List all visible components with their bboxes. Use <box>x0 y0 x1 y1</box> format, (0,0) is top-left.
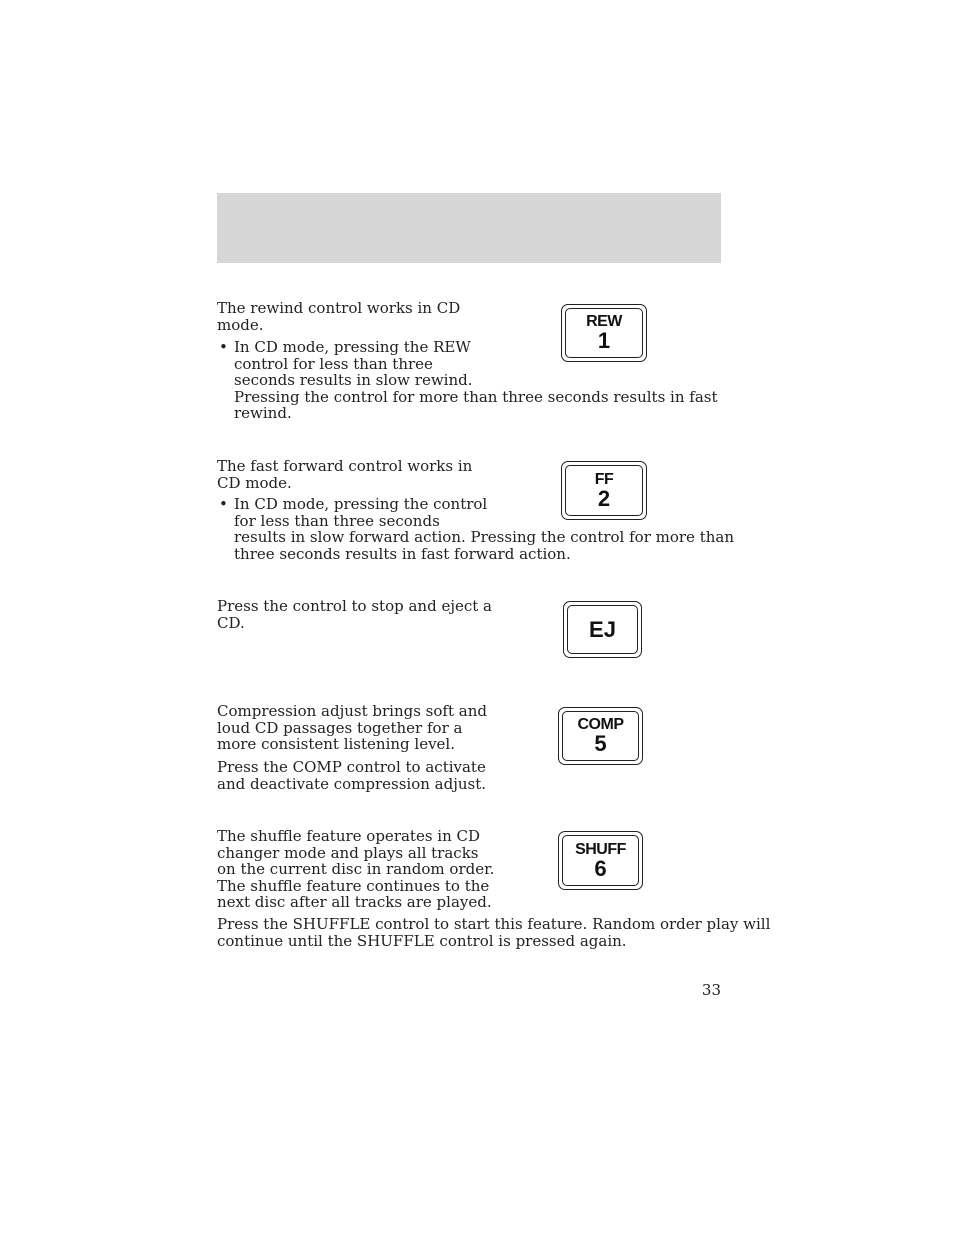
comp-button-icon <box>558 707 643 765</box>
comp-intro <box>217 703 487 753</box>
button-number: 6 <box>594 855 607 881</box>
text-line: on the current disc in random order. <box>217 860 495 878</box>
text-line: mode. <box>217 315 264 334</box>
shuffle-button-icon <box>558 831 643 890</box>
text-line: Press the COMP control to activate <box>217 758 486 776</box>
text-line: changer mode and plays all tracks <box>217 843 479 862</box>
bullet-icon: • <box>219 338 228 356</box>
ff-bullet <box>234 496 734 562</box>
button-number: 2 <box>597 485 611 511</box>
text-line: three seconds results in fast forward action. <box>234 544 571 563</box>
text-line: The shuffle feature operates in CD <box>217 827 481 845</box>
text-line: continue until the SHUFFLE control is pressed again. <box>217 931 627 950</box>
text-line: next disc after all tracks are played. <box>217 893 492 911</box>
text-line: Press the SHUFFLE control to start this feature. Random order play will <box>217 915 771 933</box>
text-line: control for less than three <box>234 354 433 373</box>
comp-instructions <box>217 759 486 792</box>
text-line: more consistent listening level. <box>217 735 455 753</box>
text-line: and deactivate compression adjust. <box>217 774 487 793</box>
shuffle-intro <box>217 828 494 911</box>
button-number: 5 <box>594 731 607 756</box>
bullet-icon: • <box>219 495 228 513</box>
rew-intro <box>217 300 460 333</box>
shuffle-instructions <box>217 916 770 949</box>
text-line: CD. <box>217 613 245 632</box>
header-band <box>217 193 721 263</box>
text-line: In CD mode, pressing the REW <box>234 338 471 356</box>
text-line: for less than three seconds <box>234 511 440 530</box>
button-label: REW <box>586 313 622 330</box>
text-line: The shuffle feature continues to the <box>217 876 490 895</box>
ej-intro <box>217 598 492 631</box>
eject-button-icon <box>563 601 642 658</box>
text-line: In CD mode, pressing the control <box>234 495 488 513</box>
ff-button-icon <box>561 461 647 520</box>
button-number: 1 <box>597 328 611 353</box>
text-line: Press the control to stop and eject a <box>217 597 492 615</box>
button-label: COMP <box>577 716 624 733</box>
text-line: CD mode. <box>217 473 292 492</box>
text-line: Compression adjust brings soft and <box>217 702 487 720</box>
rew-button-icon <box>561 304 647 362</box>
text-line: loud CD passages together for a <box>217 718 463 737</box>
button-label: FF <box>594 470 614 488</box>
page-number: 33 <box>701 981 721 999</box>
text-line: seconds results in slow rewind. <box>234 371 473 389</box>
text-line: The rewind control works in CD <box>217 299 461 317</box>
ff-intro <box>217 458 472 491</box>
text-line: results in slow forward action. Pressing the control for more than <box>234 528 734 546</box>
text-line: Pressing the control for more than three seconds results in fast <box>234 387 718 406</box>
text-line: rewind. <box>234 404 292 422</box>
button-label: SHUFF <box>575 840 626 858</box>
text-line: The fast forward control works in <box>217 457 473 475</box>
button-label: EJ <box>589 616 616 642</box>
